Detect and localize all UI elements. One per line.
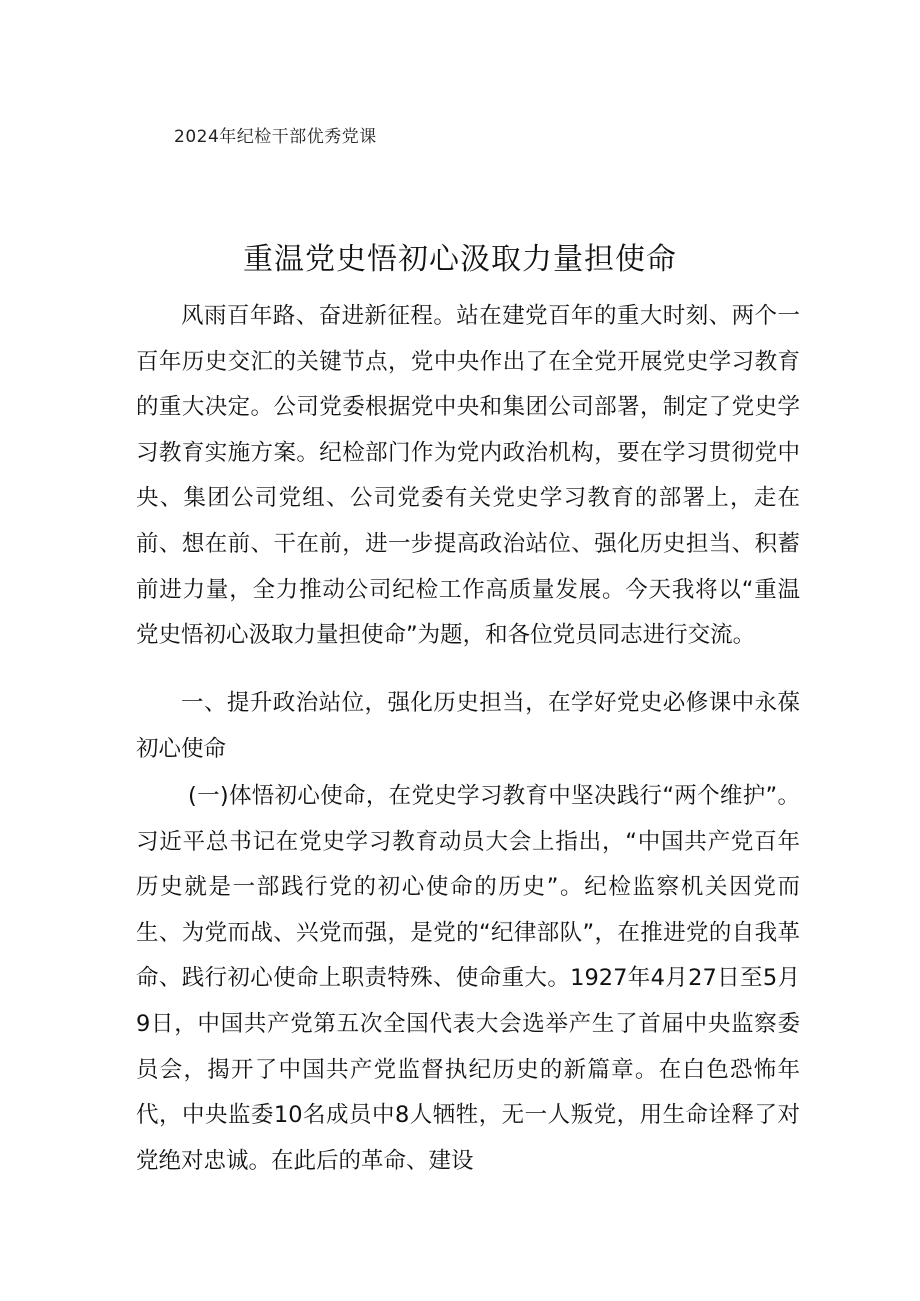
document-header-label: 2024年纪检干部优秀党课 [174, 127, 377, 147]
paragraph-block-section-heading [136, 681, 800, 772]
paragraph-block-intro [136, 294, 800, 659]
section-heading-1: 一、提升政治站位，强化历史担当，在学好党史必修课中永葆初心使命 [136, 690, 800, 762]
paragraph-intro: 风雨百年路、奋进新征程。站在建党百年的重大时刻、两个一百年历史交汇的关键节点，党中央作出了在全党开展党史学习教育的重大决定。公司党委根据党中央和集团公司部署，制定了党史学习教育实施方案。纪检部门作为党内政治机构，要在学习贯彻党中央、集团公司党组、公司党委有关党史学习教育的部署上，走在前、想在前、干在前，进一步提高政治站位、强化历史担当、积蓄前进力量，全力推动公司纪检工作高质量发展。今天我将以“重温党史悟初心汲取力量担使命”为题，和各位党员同志进行交流。 [136, 303, 800, 649]
document-title: 重温党史悟初心汲取力量担使命 [243, 242, 677, 277]
paragraph-subsection-1: (一)体悟初心使命，在党史学习教育中坚决践行“两个维护”。习近平总书记在党史学习教育动员大会上指出，“中国共产党百年历史就是一部践行党的初心使命的历史”。纪检监察机关因党而生、为党而战、兴党而强，是党的“纪律部队”，在推进党的自我革命、践行初心使命上职责特殊、使命重大。1927年4月27日至5月9日，中国共产党第五次全国代表大会选举产生了首届中央监察委员会，揭开了中国共产党监督执纪历史的新篇章。在白色恐怖年代，中央监委10名成员中8人牺牲，无一人叛党，用生命诠释了对党绝对忠诚。在此后的革命、建设 [136, 783, 800, 1174]
paragraph-block-subsection [136, 774, 800, 1184]
